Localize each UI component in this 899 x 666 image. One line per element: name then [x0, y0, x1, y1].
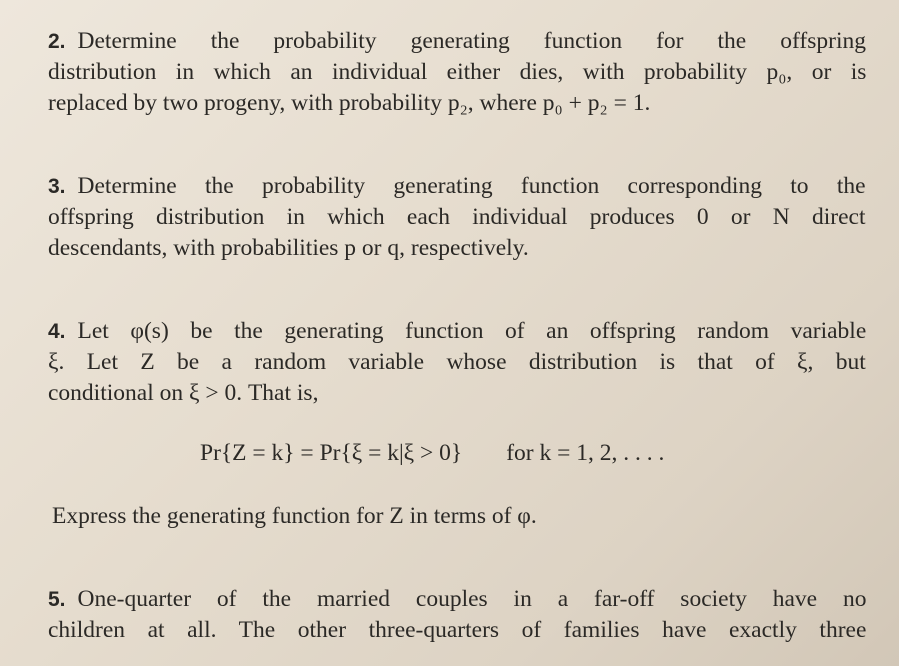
problem-4-text-1: Let φ(s) be the generating function of an offspring random variable: [77, 318, 867, 344]
problem-3-text-1: Determine the probability generating function corresponding to the: [77, 173, 866, 199]
problem-4-line-2: ξ. Let Z be a random variable whose distribution is that of ξ, but: [48, 349, 866, 375]
problem-2-line-2: distribution in which an individual either dies, with probability p₀, or is: [48, 59, 867, 85]
problem-4: [48, 316, 866, 409]
problem-2-line-3: replaced by two progeny, with probability p₂, where p₀ + p₂ = 1.: [48, 90, 651, 116]
problem-3-line-1: [48, 171, 866, 202]
problem-4-express: Express the generating function for Z in terms of φ.: [52, 503, 537, 529]
problem-4-line-1: [48, 316, 866, 347]
problem-2-text-1: Determine the probability generating function for the offspring: [77, 28, 866, 54]
problem-4-equation: [200, 440, 664, 467]
equation-condition: for k = 1, 2, . . . .: [506, 440, 665, 466]
problem-5-line-2: children at all. The other three-quarters of families have exactly three: [48, 617, 867, 643]
problem-5-text-1: One-quarter of the married couples in a far-off society have no: [77, 586, 867, 612]
problem-2-line-1: [48, 26, 866, 57]
problem-3: [48, 171, 866, 264]
problem-4-number: 4.: [48, 320, 66, 343]
problem-2-number: 2.: [48, 30, 66, 53]
problem-3-line-2: offspring distribution in which each individual produces 0 or N direct: [48, 204, 866, 230]
equation-formula: Pr{Z = k} = Pr{ξ = k|ξ > 0}: [200, 440, 463, 466]
problem-2: [48, 26, 866, 119]
problem-3-line-3: descendants, with probabilities p or q, respectively.: [48, 235, 529, 261]
problem-5-line-1: [48, 584, 866, 615]
problem-5: [48, 584, 866, 646]
problem-4-line-3: conditional on ξ > 0. That is,: [48, 380, 319, 406]
problem-5-number: 5.: [48, 588, 66, 611]
problem-3-number: 3.: [48, 175, 66, 198]
